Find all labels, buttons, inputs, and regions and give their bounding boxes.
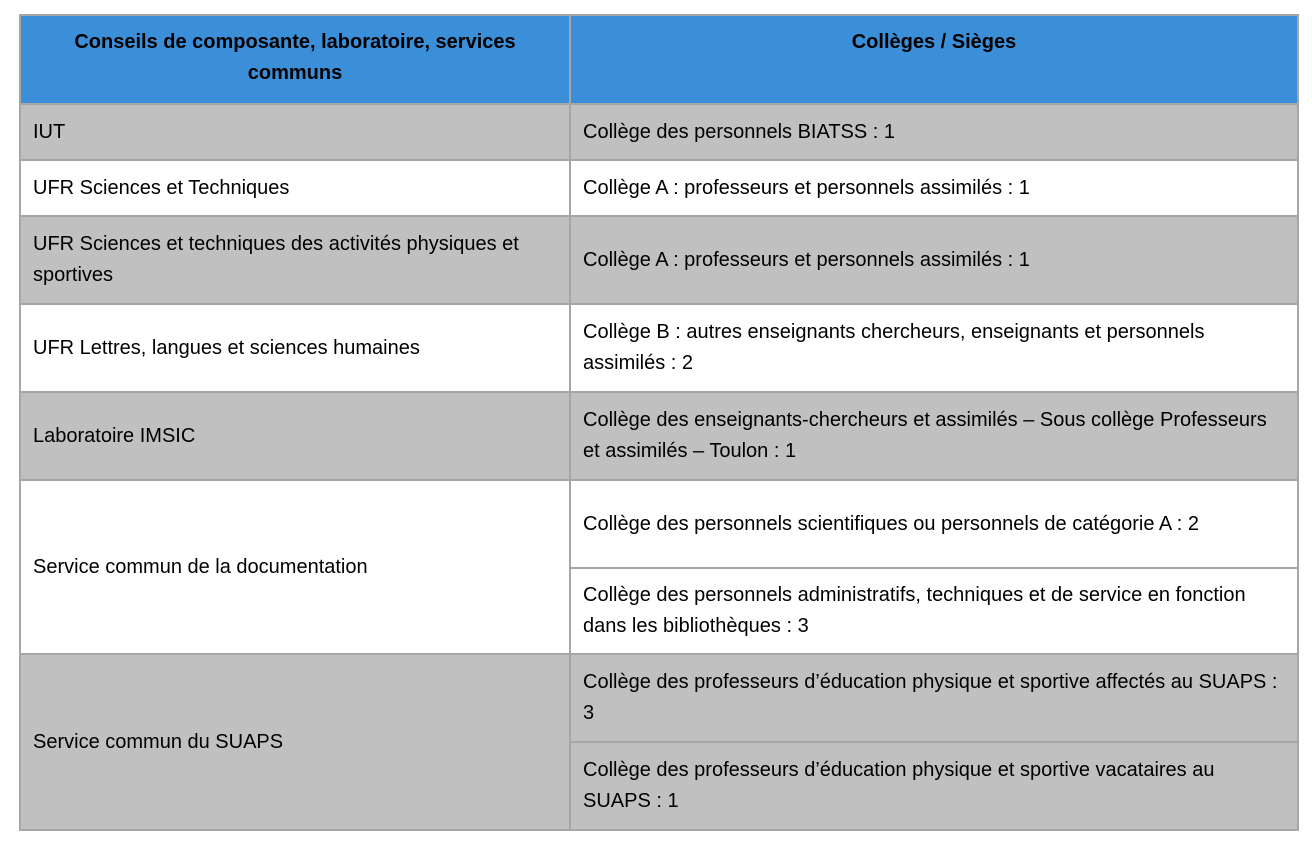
table-row [20, 654, 1298, 742]
college-cell: Collège des professeurs d’éducation physique et sportive vacataires au SUAPS : 1 [570, 742, 1298, 830]
council-cell: UFR Sciences et Techniques [20, 160, 570, 216]
table-row [20, 160, 1298, 216]
college-cell: Collège A : professeurs et personnels assimilés : 1 [570, 216, 1298, 304]
college-cell: Collège des personnels BIATSS : 1 [570, 104, 1298, 160]
table-row [20, 480, 1298, 568]
seats-table [19, 14, 1299, 831]
council-cell: IUT [20, 104, 570, 160]
header-councils: Conseils de composante, laboratoire, services communs [20, 15, 570, 104]
council-cell: Service commun du SUAPS [20, 654, 570, 830]
header-colleges: Collèges / Sièges [570, 15, 1298, 104]
college-cell: Collège des enseignants-chercheurs et assimilés – Sous collège Professeurs et assimilés – Toulon : 1 [570, 392, 1298, 480]
college-cell: Collège B : autres enseignants chercheurs, enseignants et personnels assimilés : 2 [570, 304, 1298, 392]
table-row [20, 392, 1298, 480]
header-row [20, 15, 1298, 104]
college-cell: Collège A : professeurs et personnels assimilés : 1 [570, 160, 1298, 216]
college-cell: Collège des professeurs d’éducation physique et sportive affectés au SUAPS : 3 [570, 654, 1298, 742]
council-cell: Service commun de la documentation [20, 480, 570, 654]
table-row [20, 216, 1298, 304]
council-cell: UFR Sciences et techniques des activités physiques et sportives [20, 216, 570, 304]
council-cell: UFR Lettres, langues et sciences humaines [20, 304, 570, 392]
table-row [20, 304, 1298, 392]
council-cell: Laboratoire IMSIC [20, 392, 570, 480]
college-cell: Collège des personnels administratifs, techniques et de service en fonction dans les bibliothèques : 3 [570, 568, 1298, 654]
college-cell: Collège des personnels scientifiques ou personnels de catégorie A : 2 [570, 480, 1298, 568]
table-row [20, 104, 1298, 160]
